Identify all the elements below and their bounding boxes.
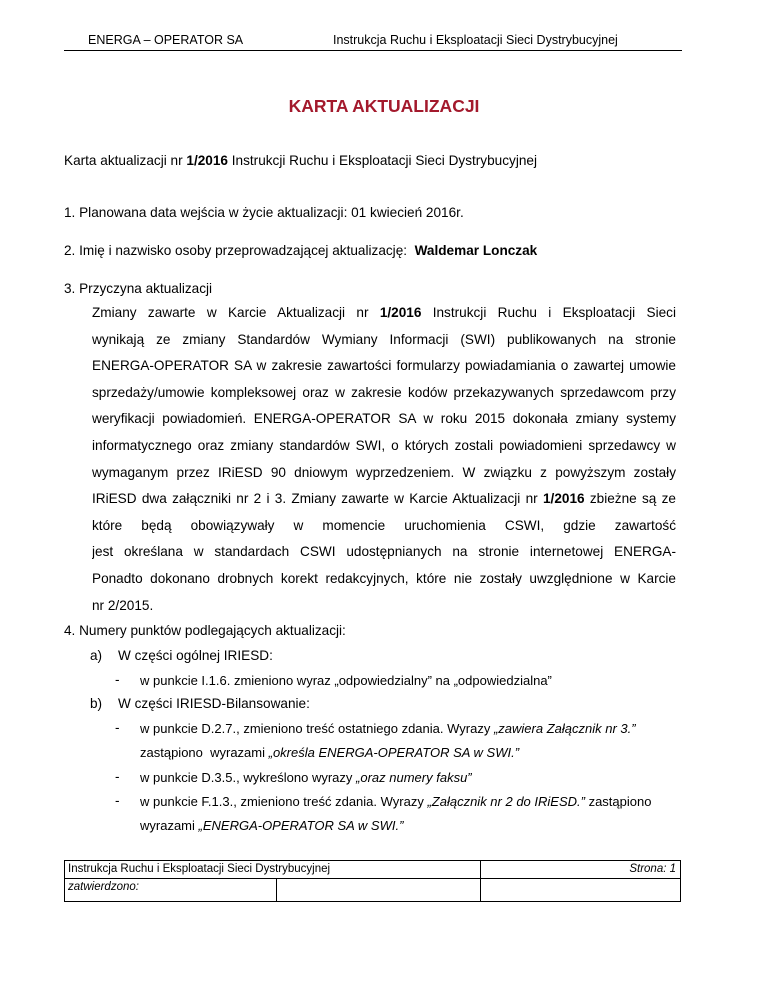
bullet-dash: - [115, 720, 120, 735]
item-4-b-bullet-1-line-1 [140, 721, 636, 736]
item-2 [64, 243, 537, 258]
footer-table-col-divider [480, 860, 481, 902]
item-4-b-label: b) [90, 696, 103, 711]
paragraph-line [92, 380, 676, 407]
paragraph-line [92, 353, 676, 380]
bullet-quote: „ENERGA-OPERATOR SA w SWI.” [198, 818, 404, 833]
bullet-quote: „określa ENERGA-OPERATOR SA w SWI.” [268, 745, 520, 760]
intro-text: Karta aktualizacji nr [64, 153, 187, 168]
paragraph-text: zbieżne są ze [589, 491, 676, 507]
bullet-text-end: zastąpiono [584, 794, 652, 809]
paragraph-text: wynikają ze zmiany Standardów Wymiany Informacji (SWI) publikowanych na stronie [92, 331, 676, 347]
item-2-label: 2. Imię i nazwisko osoby przeprowadzającej aktualizację: [64, 243, 415, 258]
item-4-a-bullet: w punkcie I.1.6. zmieniono wyraz „odpowiedzialny” na „odpowiedzialna” [140, 673, 552, 688]
paragraph-line [92, 406, 676, 433]
paragraph-text: informatycznego oraz zmiany standardów SWI, o których zostali powiadomieni sprzedawcy w [92, 437, 676, 453]
item-2-name: Waldemar Lonczak [414, 243, 538, 258]
item-4-b-bullet-2 [140, 770, 472, 785]
bullet-quote: „oraz numery faksu” [356, 770, 472, 785]
paragraph-line [92, 486, 676, 513]
footer-table-col-divider [276, 878, 277, 902]
paragraph-bold-number: 1/2016 [379, 305, 422, 320]
footer-document-title: Instrukcja Ruchu i Eksploatacji Sieci Dystrybucyjnej [68, 863, 331, 875]
bullet-text: w punkcie D.2.7., zmieniono treść ostatniego zdania. Wyrazy [140, 721, 494, 736]
paragraph-line [92, 433, 676, 460]
bullet-text: wyrazami [140, 818, 199, 833]
page-title: KARTA AKTUALIZACJI [288, 96, 480, 116]
bullet-dash: - [115, 672, 120, 687]
item-4-b-text: W części IRIESD-Bilansowanie: [118, 696, 310, 711]
paragraph-text: IRiESD dwa załączniki nr 2 i 3. Zmiany zawarte w Karcie Aktualizacji nr [92, 491, 543, 507]
bullet-text: zastąpiono wyrazami [140, 745, 269, 760]
paragraph-text: wymaganym przez IRiESD 90 dniowym wyprzedzeniem. W związku z powyższym zostały [92, 464, 676, 480]
footer-table-row-divider [64, 878, 681, 879]
paragraph-line [92, 327, 676, 354]
item-3-heading: 3. Przyczyna aktualizacji [64, 281, 213, 296]
item-3-paragraph [92, 300, 676, 619]
paragraph-text: Instrukcji Ruchu i Eksploatacji Sieci [432, 305, 676, 320]
paragraph-text: Zmiany zawarte w Karcie Aktualizacji nr [92, 305, 380, 320]
item-1: 1. Planowana data wejścia w życie aktualizacji: 01 kwiecień 2016r. [64, 205, 464, 220]
paragraph-bold-number: 1/2016 [542, 491, 585, 507]
item-4-b-bullet-3-line-2 [140, 818, 403, 833]
bullet-quote: „zawiera Załącznik nr 3.” [493, 721, 636, 736]
paragraph-text: nr 2/2015. [92, 597, 154, 613]
paragraph-text: weryfikacji powiadomień. ENERGA-OPERATOR SA w roku 2015 dokonała zmiany systemy [92, 411, 676, 427]
intro-line [64, 153, 537, 168]
bullet-dash: - [115, 769, 120, 784]
paragraph-line [92, 566, 676, 593]
paragraph-text: jest określana w standardach CSWI udostępnianych na stronie internetowej ENERGA- [92, 544, 676, 560]
bullet-text: w punkcie F.1.3., zmieniono treść zdania. Wyrazy [140, 794, 428, 809]
paragraph-line [92, 460, 676, 487]
paragraph-line [92, 513, 676, 540]
paragraph-line [92, 539, 676, 566]
header-company: ENERGA – OPERATOR SA [88, 33, 244, 47]
bullet-text: w punkcie D.3.5., wykreślono wyrazy [140, 770, 357, 785]
footer-approved-label: zatwierdzono: [68, 881, 139, 893]
header-rule [64, 50, 682, 51]
item-4-b-bullet-1-line-2 [140, 745, 519, 760]
header-document-title: Instrukcja Ruchu i Eksploatacji Sieci Dystrybucyjnej [333, 33, 618, 47]
intro-number: 1/2016 [186, 153, 228, 168]
paragraph-text: sprzedaży/umowie kompleksowej oraz w zakresie kodów przekazywanych sprzedawcom przy [92, 384, 676, 400]
bullet-dash: - [115, 793, 120, 808]
bullet-quote: „Załącznik nr 2 do IRiESD.” [427, 794, 585, 809]
paragraph-text: które będą obowiązywały w momencie uruchomienia CSWI, gdzie zawartość [92, 517, 676, 533]
intro-text-end: Instrukcji Ruchu i Eksploatacji Sieci Dystrybucyjnej [227, 153, 537, 168]
item-4-a-text: W części ogólnej IRIESD: [118, 648, 273, 663]
paragraph-line [92, 593, 676, 620]
paragraph-text: ENERGA-OPERATOR SA w zakresie zawartości formularzy powiadamiania o zawartej umowie [92, 358, 676, 374]
paragraph-line [92, 300, 676, 327]
paragraph-text: Ponadto dokonano drobnych korekt redakcyjnych, które nie zostały uwzględnione w Karcie [92, 570, 676, 586]
item-4-heading: 4. Numery punktów podlegających aktualizacji: [64, 623, 346, 638]
footer-page-number: Strona: 1 [629, 863, 676, 875]
item-4-a-label: a) [90, 648, 103, 663]
item-4-b-bullet-3-line-1 [140, 794, 651, 809]
